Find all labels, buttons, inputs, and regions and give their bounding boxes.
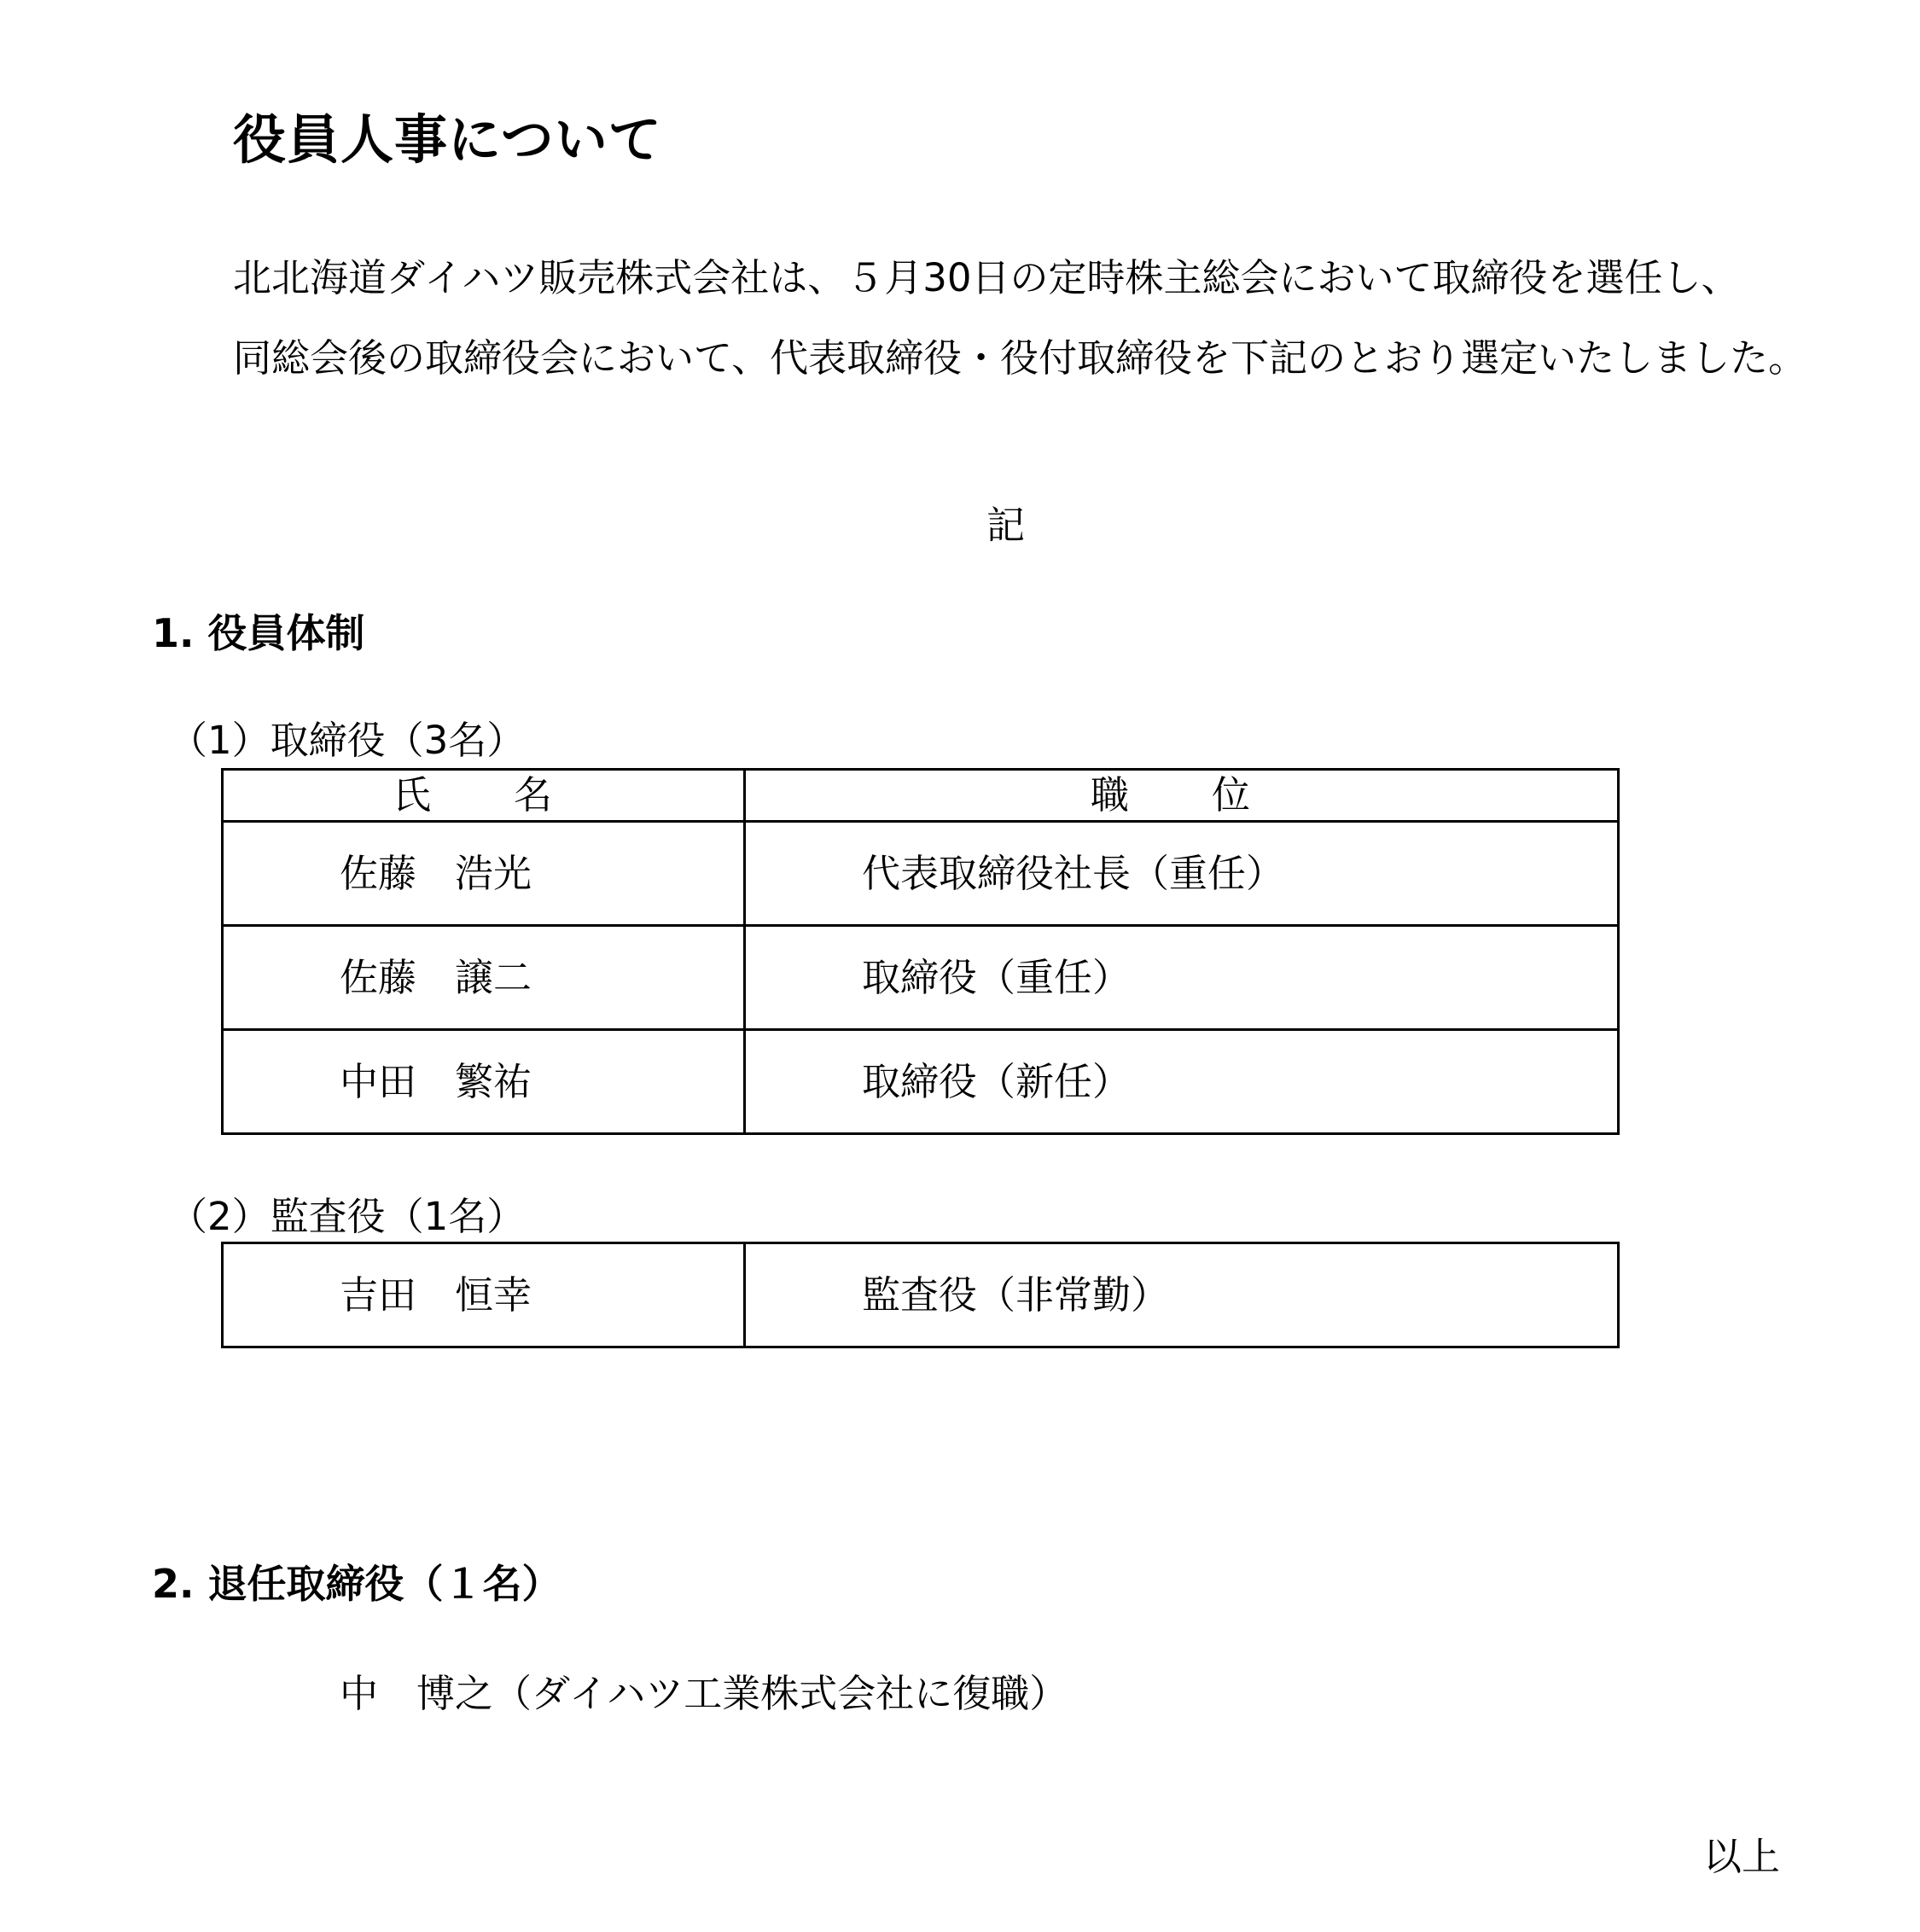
table-header-row <box>223 770 1619 822</box>
auditor-position: 監査役（非常勤） <box>745 1243 1619 1347</box>
retired-director-entry: 中 博之（ダイハツ工業株式会社に復職） <box>340 1671 1068 1716</box>
intro-line-2: 同総会後の取締役会において、代表取締役・役付取締役を下記のとおり選定いたしました。 <box>233 335 1807 381</box>
intro-line-1: 北北海道ダイハツ販売株式会社は、５月30日の定時株主総会において取締役を選任し、 <box>233 255 1740 300</box>
table-row <box>223 822 1619 926</box>
table-row <box>223 926 1619 1030</box>
auditors-table <box>221 1242 1620 1348</box>
director-name: 佐藤 譲二 <box>223 926 745 1030</box>
section-1-heading: 1. 役員体制 <box>152 610 365 656</box>
director-position: 代表取締役社長（重任） <box>745 822 1619 926</box>
directors-table <box>221 768 1620 1135</box>
directors-subheading: （1）取締役（3名） <box>169 718 526 763</box>
position-column-header: 職 位 <box>745 770 1619 822</box>
document-title: 役員人事について <box>233 108 662 171</box>
ki-marker: 記 <box>986 503 1026 548</box>
closing-mark: 以上 <box>1703 1834 1781 1879</box>
table-row <box>223 1243 1619 1347</box>
director-name: 中田 繁祐 <box>223 1030 745 1134</box>
name-column-header: 氏 名 <box>223 770 745 822</box>
section-2-heading: 2. 退任取締役（１名） <box>152 1561 561 1607</box>
director-name: 佐藤 浩光 <box>223 822 745 926</box>
table-row <box>223 1030 1619 1134</box>
director-position: 取締役（重任） <box>745 926 1619 1030</box>
auditors-subheading: （2）監査役（1名） <box>169 1194 526 1239</box>
director-position: 取締役（新任） <box>745 1030 1619 1134</box>
auditor-name: 吉田 恒幸 <box>223 1243 745 1347</box>
